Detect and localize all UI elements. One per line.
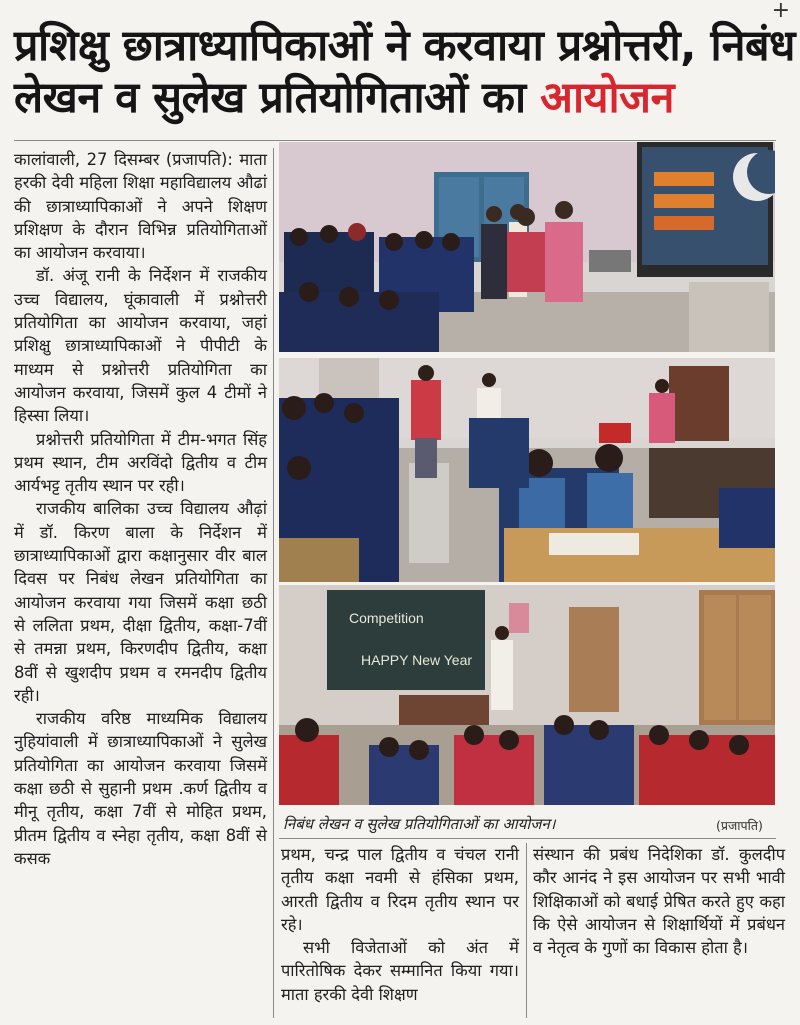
headline-line-2-main: लेखन व सुलेख प्रतियोगिताओं का [14, 73, 541, 123]
board-text-2: HAPPY New Year [361, 652, 473, 668]
article-column-1 [14, 148, 267, 870]
article-paragraph: कालांवाली, 27 दिसम्बर (प्रजापति): माता हरकी देवी महिला शिक्षा महाविद्यालय औढां की छात्राध्यापिकाओं ने अपने शिक्षण प्रशिक्षण के दौरान विभिन्न प्रतियोगिताओं का आयोजन करवाया। [14, 150, 267, 263]
column-divider [273, 148, 274, 1018]
article-column-2 [281, 843, 519, 1006]
photo-essay-writing [279, 585, 775, 805]
caption-divider [279, 838, 776, 839]
board-text-1: Competition [349, 610, 424, 626]
headline-divider [14, 140, 776, 141]
headline-line-2 [14, 72, 774, 124]
photo-quiz-competition [279, 142, 775, 352]
headline-accent: आयोजन [540, 73, 674, 123]
article-paragraph: राजकीय बालिका उच्च विद्यालय औढ़ां में डॉ. किरण बाला के निर्देशन में छात्राध्यापिकाओं द्वारा कक्षानुसार वीर बाल दिवस पर निबंध लेखन प्रतियोगिता का आयोजन करवाया गया जिसमें कक्षा छठी से ललिता प्रथम, दीक्षा द्वितीय, कक्षा-7वीं से तमन्ना प्रथम, किरणदीप द्वितीय, कक्षा 8वीं से खुशदीप प्रथम व रमनदीप द्वितीय रही। [14, 499, 267, 705]
headline [14, 20, 795, 124]
headline-line-1: प्रशिक्षु छात्राध्यापिकाओं ने करवाया प्रश्नोत्तरी, निबंध [14, 21, 795, 71]
photo-caption: निबंध लेखन व सुलेख प्रतियोगिताओं का आयोजन। [283, 815, 556, 833]
photo-classroom-students [279, 358, 775, 582]
article-paragraph: प्रथम, चन्द्र पाल द्वितीय व चंचल रानी तृतीय कक्षा नवमी से हंसिका प्रथम, आरती द्वितीय व रिदम तृतीय स्थान पर रहे। [281, 845, 519, 934]
article-paragraph: राजकीय वरिष्ठ माध्यमिक विद्यालय नुहियांवाली में छात्राध्यापिकाओं ने सुलेख प्रतियोगिता का आयोजन करवाया जिसमें कक्षा छठी से सुहानी प्रथम .कर्ण द्वितीय व मीनू तृतीय, कक्षा 7वीं से मोहित प्रथम, प्रीतम द्वितीय व स्नेहा तृतीय, कक्षा 8वीं से कसक [14, 709, 267, 868]
article-paragraph: डॉ. अंजू रानी के निर्देशन में राजकीय उच्च विद्यालय, घूंकावाली में प्रश्नोत्तरी प्रतियोगिता का आयोजन करवाया, जहां प्रशिक्षु छात्राध्यापिकाओं ने पीपीटी के माध्यम से प्रश्नोत्तरी प्रतियोगिता का आयोजन करवाया, जिसमें कुल 4 टीमों ने हिस्सा लिया। [14, 266, 267, 426]
article-paragraph: सभी विजेताओं को अंत में पारितोषिक देकर सम्मानित किया गया। माता हरकी देवी शिक्षण [281, 938, 519, 1004]
photo-credit: (प्रजापति) [716, 818, 763, 833]
column-divider [526, 843, 527, 1018]
article-column-3 [533, 843, 785, 959]
article-paragraph: प्रश्नोत्तरी प्रतियोगिता में टीम-भगत सिंह प्रथम स्थान, टीम अरविंदो द्वितीय व टीम आर्यभट्ट तृतीय स्थान पर रही। [14, 429, 267, 496]
article-paragraph: संस्थान की प्रबंध निदेशिका डॉ. कुलदीप कौर आनंद ने इस आयोजन पर सभी भावी शिक्षिकाओं को बधाई प्रेषित करते हुए कहा कि ऐसे आयोजन से शिक्षार्थियों में प्रबंधन व नेतृत्व के गुणों का विकास होता है। [533, 845, 785, 958]
plus-icon: + [771, 0, 790, 23]
